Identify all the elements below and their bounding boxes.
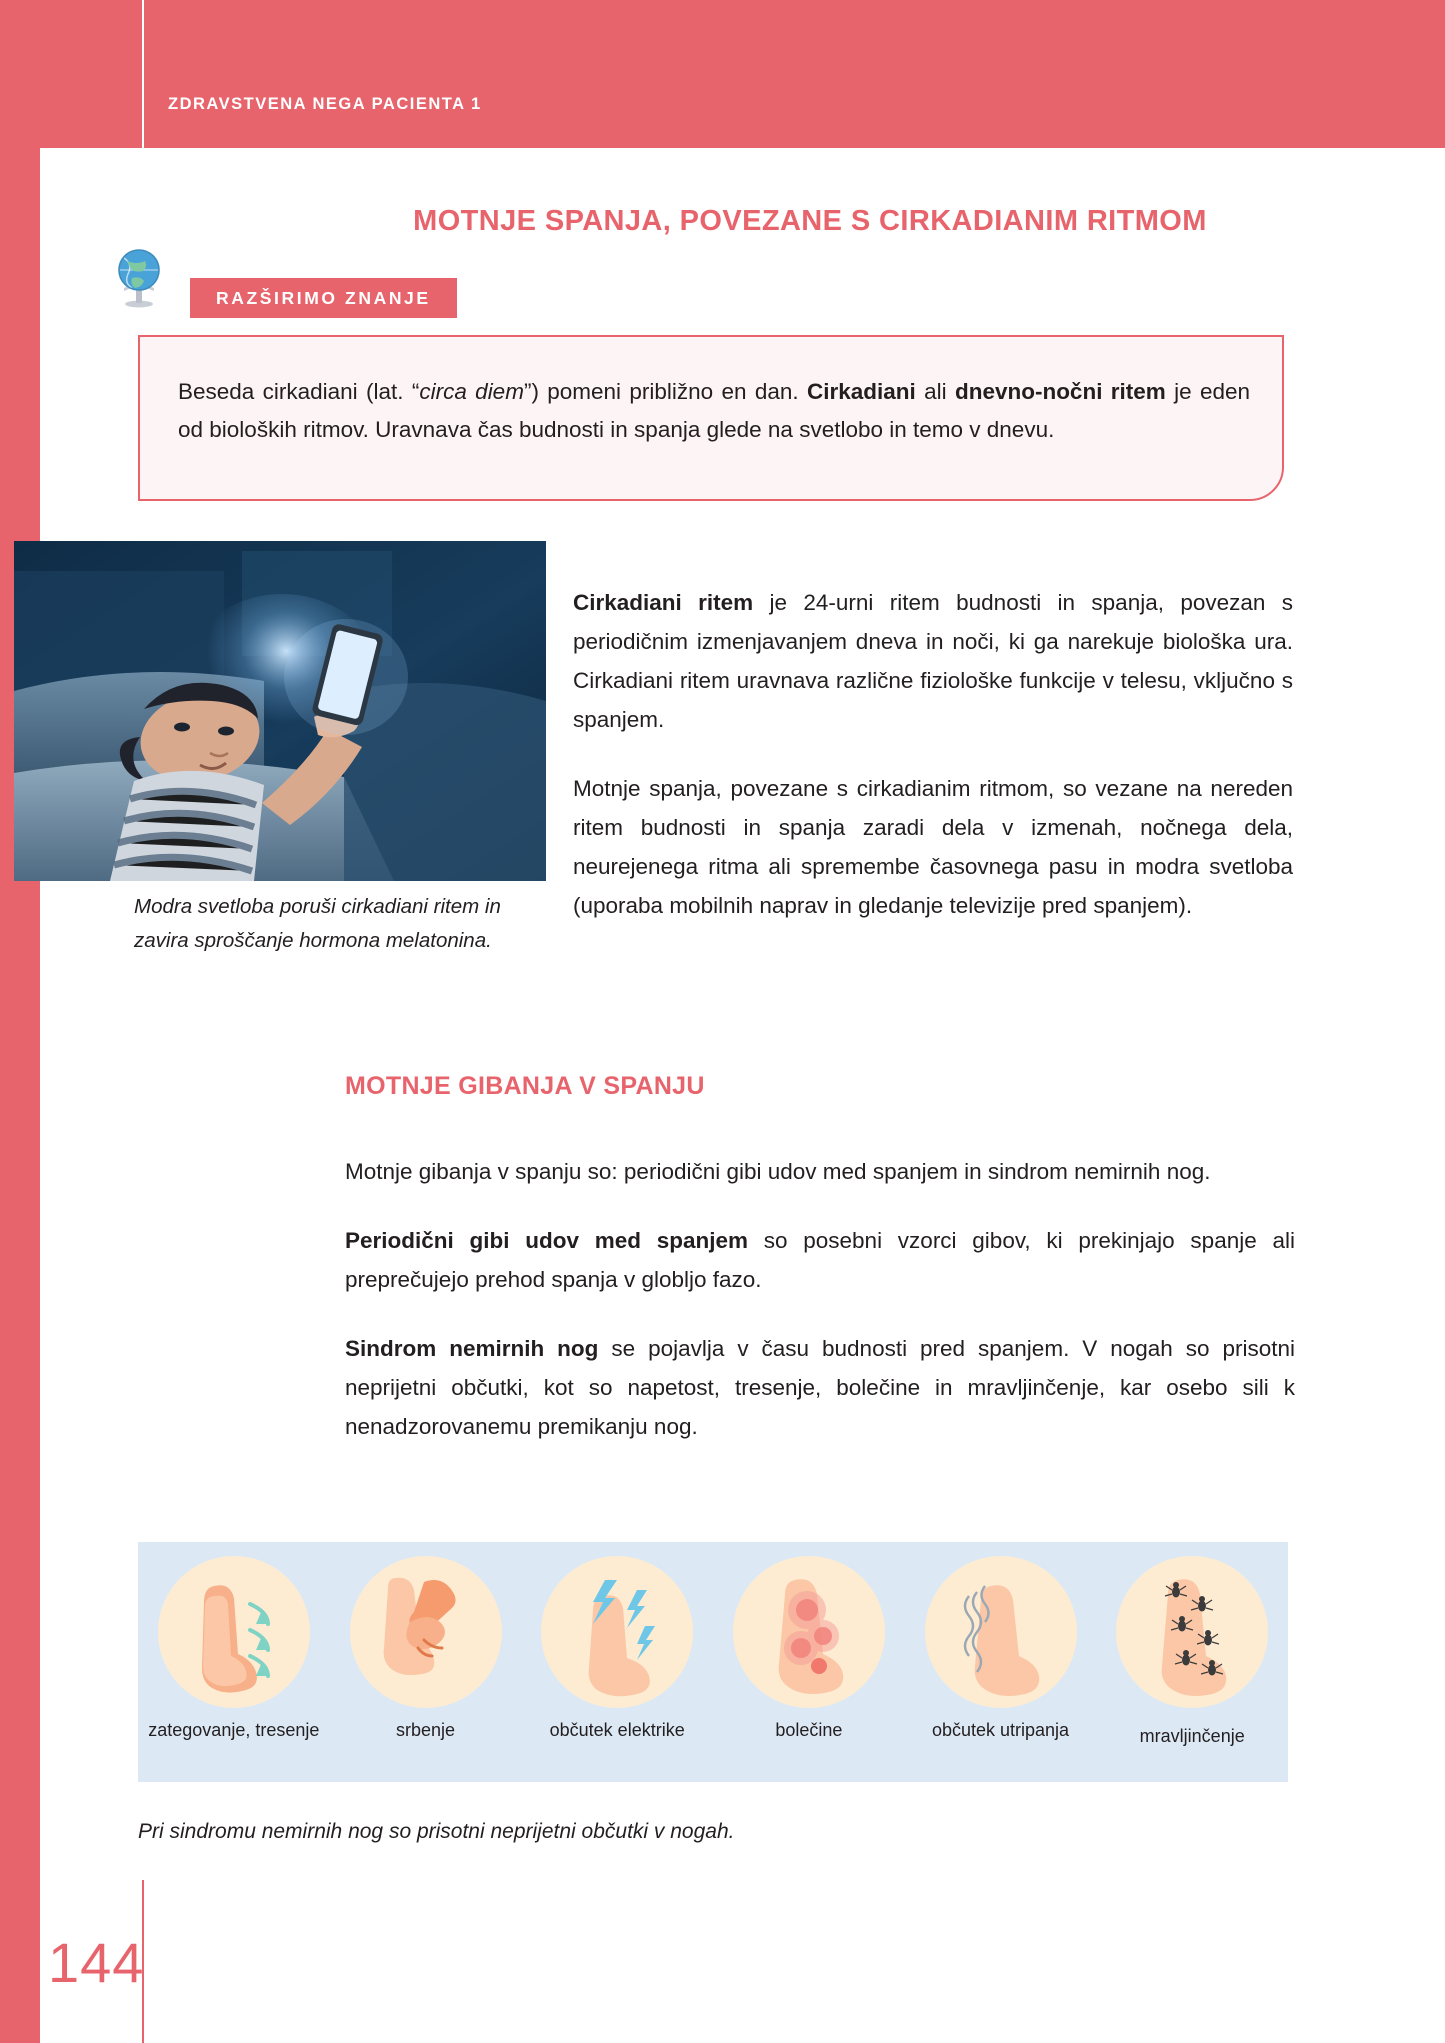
paragraph: Sindrom nemirnih nog se pojavlja v času budnosti pred spanjem. V nogah so prisotni neprijetni občutki, kot so napetost, tresenje, bolečine in mravljinčenje, kar osebo sili k nenadzorovanemu premikanju nog. — [345, 1336, 1295, 1439]
knowledge-chip — [190, 278, 457, 318]
paragraph: Motnje spanja, povezane s cirkadianim ritmom, so vezane na nereden ritem budnosti in spanja zaradi dela v izmenah, nočnega dela, neurejenega ritma ali spremembe časovnega pasu in modra svetloba (uporaba mobilnih naprav in gledanje televizije pred spanjem). — [573, 776, 1293, 918]
callout-box — [138, 335, 1284, 501]
body-text-right-column — [573, 583, 1293, 955]
page-number: 144 — [48, 1931, 145, 1994]
header-divider-rule — [142, 0, 144, 148]
foot-ants-icon — [1116, 1556, 1268, 1708]
strip-item-throbbing — [905, 1542, 1097, 1782]
globe-icon — [110, 248, 168, 310]
foot-electric-icon — [541, 1556, 693, 1708]
strip-caption: Pri sindromu nemirnih nog so prisotni neprijetni občutki v nogah. — [138, 1820, 735, 1843]
callout-text: Beseda cirkadiani (lat. “circa diem”) pomeni približno en dan. Cirkadiani ali dnevno-nočni ritem je eden od bioloških ritmov. Uravnava čas budnosti in spanja glede na svetlobo in temo v dnevu. — [178, 379, 1251, 442]
strip-label: občutek utripanja — [931, 1720, 1070, 1740]
foot-pain-icon — [733, 1556, 885, 1708]
running-head: ZDRAVSTVENA NEGA PACIENTA 1 — [168, 95, 482, 113]
body-text-lower — [345, 1152, 1295, 1476]
foot-tightening-icon — [158, 1556, 310, 1708]
left-color-rail — [0, 0, 40, 2043]
paragraph: Periodični gibi udov med spanjem so posebni vzorci gibov, ki prekinjajo spanje ali preprečujejo prehod spanja v globljo fazo. — [345, 1228, 1295, 1292]
strip-item-tightening — [138, 1542, 330, 1782]
strip-label: občutek elektrike — [549, 1720, 685, 1740]
strip-label: srbenje — [395, 1720, 456, 1740]
strip-label: mravljinčenje — [1139, 1726, 1245, 1746]
strip-item-pain — [713, 1542, 905, 1782]
night-phone-photo — [14, 541, 546, 881]
header-band — [0, 0, 1445, 148]
strip-item-itching — [330, 1542, 522, 1782]
paragraph: Cirkadiani ritem je 24-urni ritem budnosti in spanja, povezan s periodičnim izmenjavanjem dneva in noči, ki ga narekuje biološka ura. Cirkadiani ritem uravnava različne fiziološke funkcije v telesu, vključno s spanjem. — [573, 590, 1294, 732]
strip-label: bolečine — [775, 1720, 843, 1740]
strip-item-electric — [521, 1542, 713, 1782]
page-title: MOTNJE SPANJA, POVEZANE S CIRKADIANIM RITMOM — [413, 205, 1207, 237]
strip-label: zategovanje, tresenje — [148, 1720, 320, 1740]
photo-caption: Modra svetloba poruši cirkadiani ritem in zavira sproščanje hormona melatonina. — [134, 895, 501, 952]
hand-scratching-icon — [350, 1556, 502, 1708]
symptom-strip — [138, 1542, 1288, 1782]
knowledge-chip-label: RAZŠIRIMO ZNANJE — [216, 287, 431, 308]
paragraph: Motnje gibanja v spanju so: periodični gibi udov med spanjem in sindrom nemirnih nog. — [345, 1159, 1211, 1184]
strip-item-tingling — [1096, 1542, 1288, 1782]
section-heading: MOTNJE GIBANJA V SPANJU — [345, 1072, 705, 1100]
foot-throbbing-icon — [925, 1556, 1077, 1708]
